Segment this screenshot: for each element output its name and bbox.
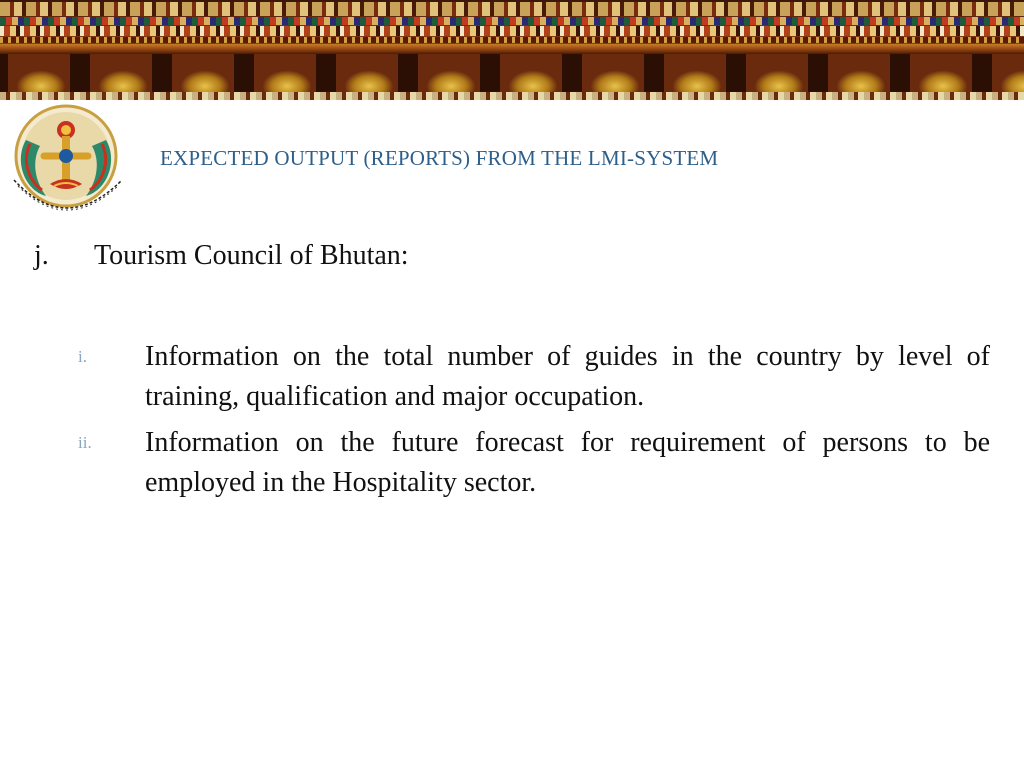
list-item xyxy=(78,337,990,417)
list-marker: j. xyxy=(34,240,49,271)
banner-ornament-row xyxy=(0,17,1024,25)
banner-ornament-row xyxy=(0,26,1024,36)
banner-ornament-row xyxy=(0,2,1024,16)
list-marker: i. xyxy=(78,347,87,366)
royal-emblem-icon xyxy=(4,100,140,224)
list-item-text: Information on the future forecast for requirement of persons to be employed in the Hospitality sector. xyxy=(145,427,990,498)
banner-beam xyxy=(0,44,1024,54)
list-marker: ii. xyxy=(78,433,92,452)
page-title: EXPECTED OUTPUT (REPORTS) FROM THE LMI-SYSTEM xyxy=(160,146,719,170)
sub-item-list xyxy=(78,337,990,509)
decorative-banner xyxy=(0,0,1024,100)
list-item-text: Information on the total number of guides in the country by level of training, qualification and major occupation. xyxy=(145,341,990,412)
section-heading-text: Tourism Council of Bhutan: xyxy=(94,240,409,271)
list-item xyxy=(78,423,990,503)
section-heading xyxy=(34,240,934,272)
banner-ornament-row xyxy=(0,37,1024,43)
banner-trim xyxy=(0,92,1024,100)
